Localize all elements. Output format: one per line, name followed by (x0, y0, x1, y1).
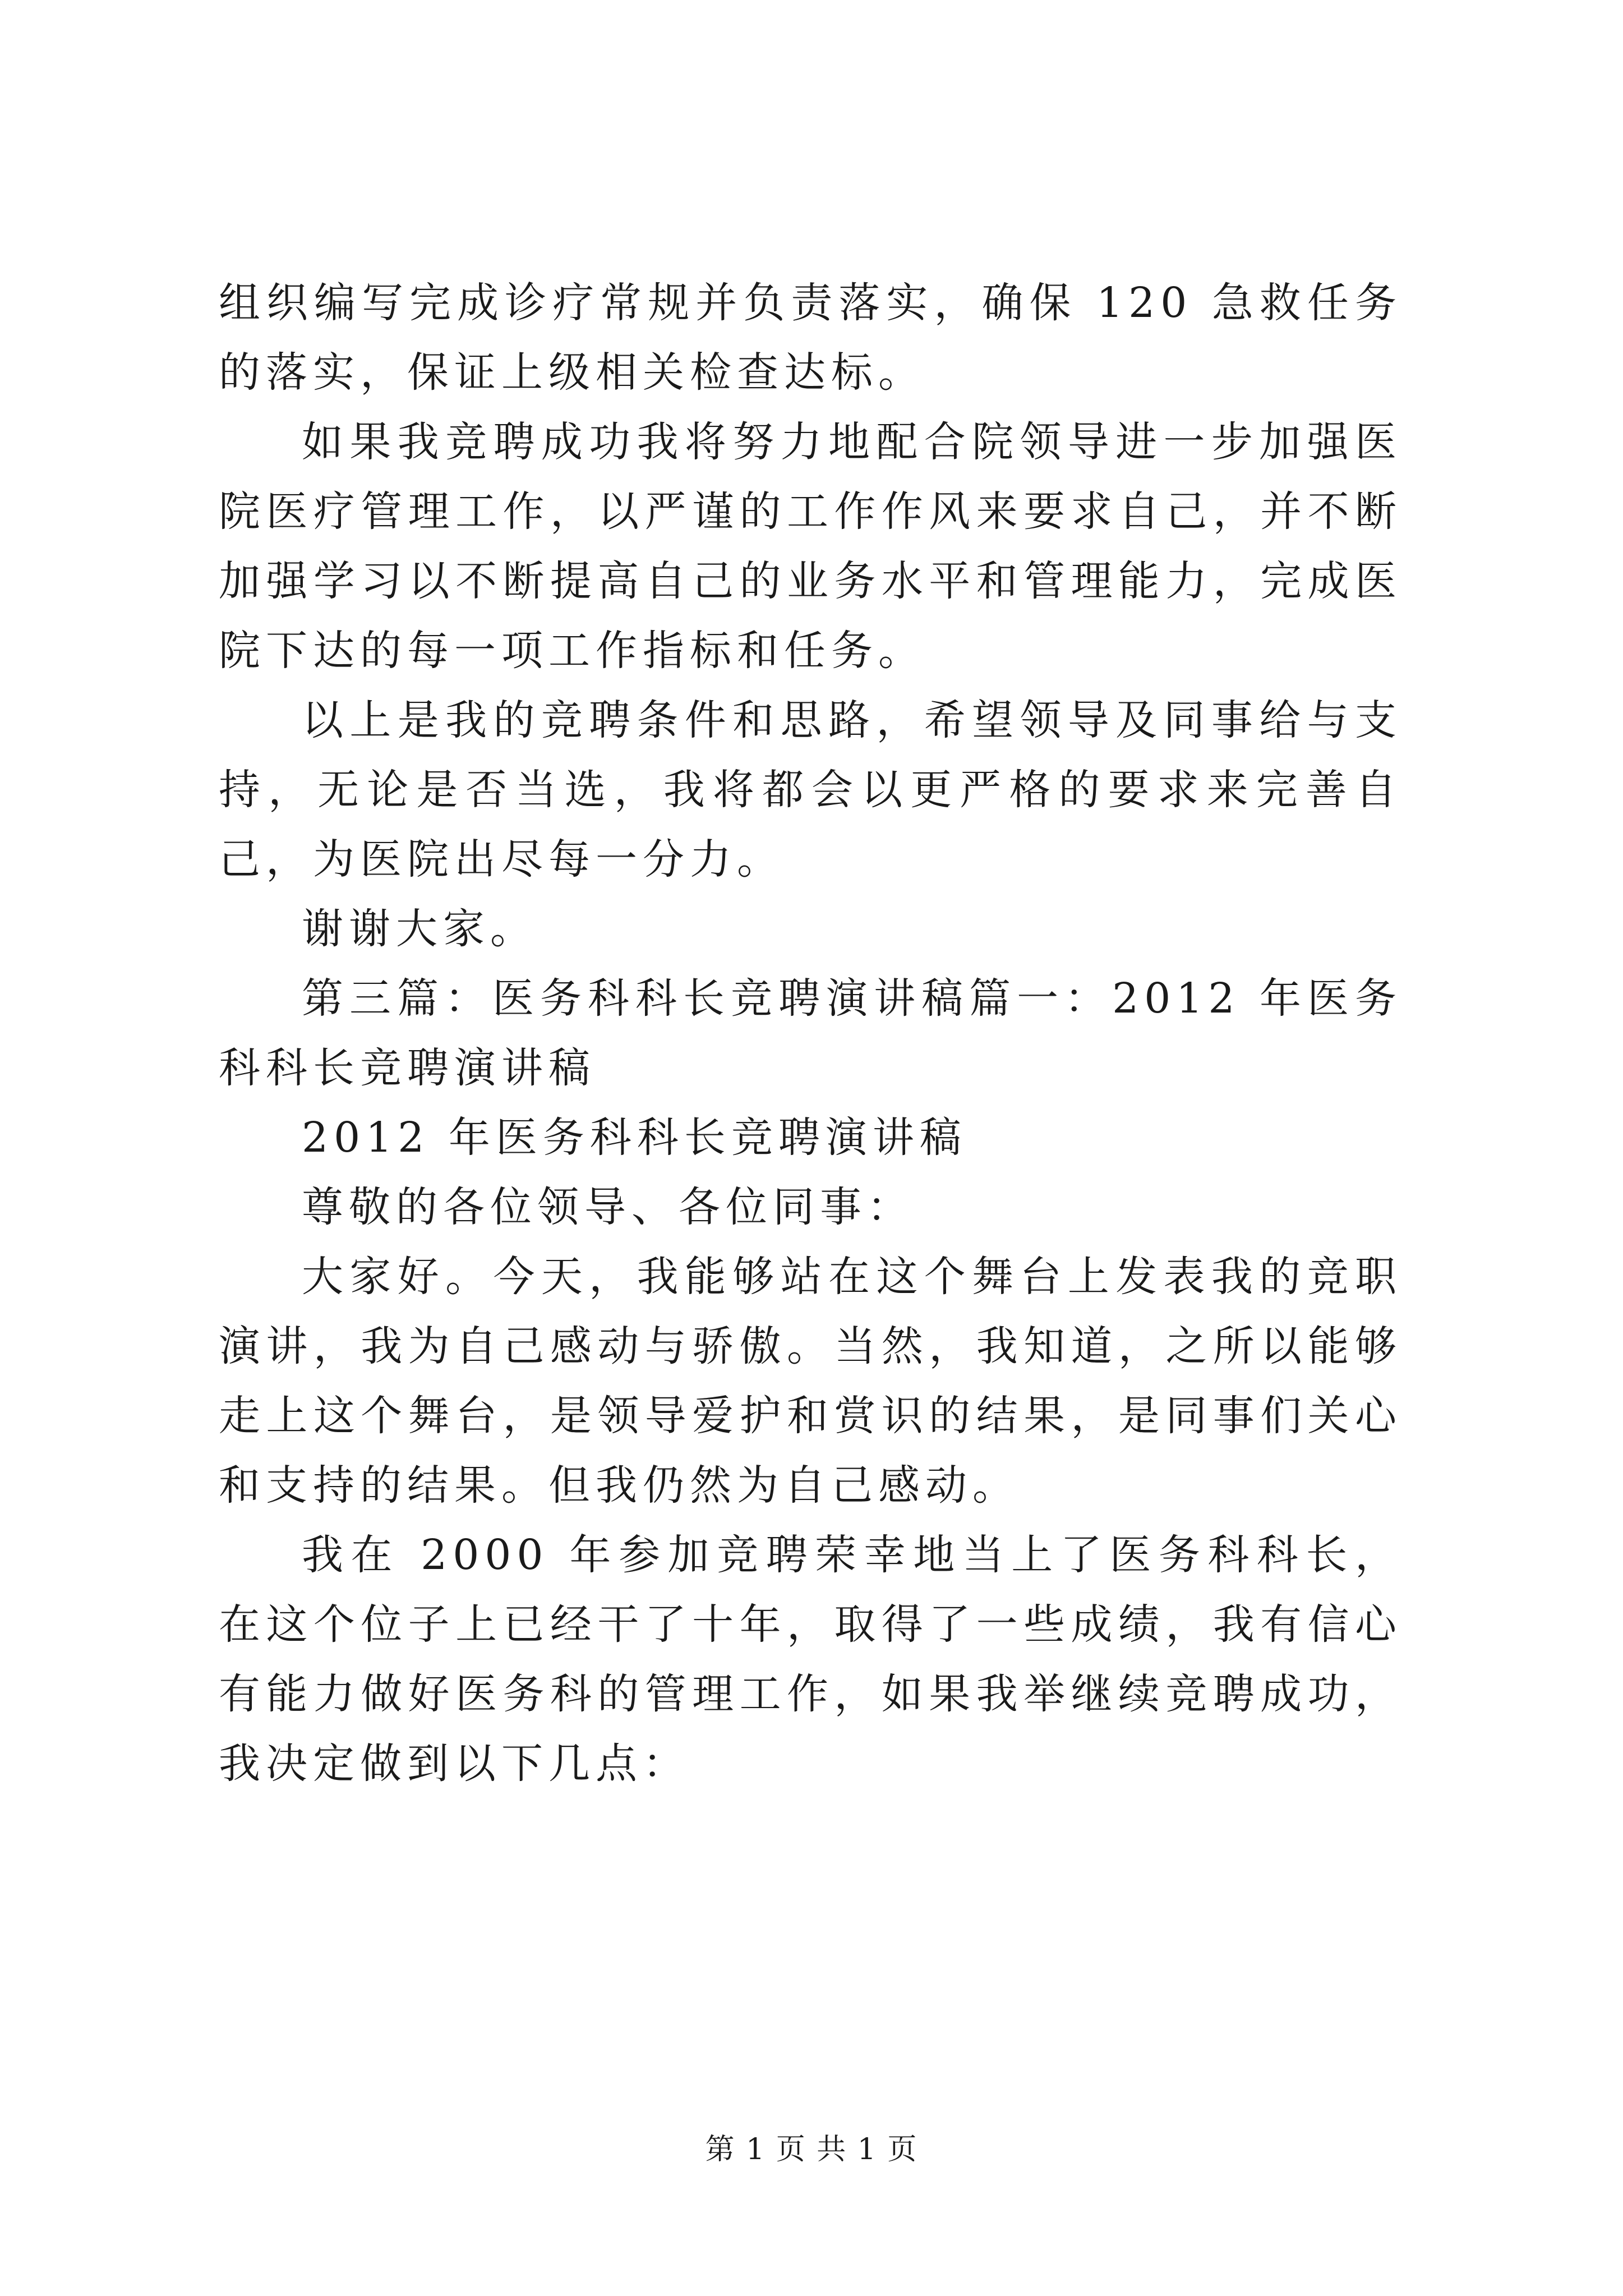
paragraph: 大家好。今天，我能够站在这个舞台上发表我的竞职演讲，我为自己感动与骄傲。当然，我知道，之所以能够走上这个舞台，是领导爱护和赏识的结果，是同事们关心和支持的结果。但我仍然为自己感动。 (219, 1253, 1402, 1510)
paragraph: 我在 2000 年参加竞聘荣幸地当上了医务科科长，在这个位子上已经干了十年，取得了一些成绩，我有信心有能力做好医务科的管理工作，如果我举继续竞聘成功，我决定做到以下几点： (219, 1531, 1402, 1788)
paragraph-continuation: 组织编写完成诊疗常规并负责落实，确保 120 急救任务的落实，保证上级相关检查达标。 (219, 279, 1402, 397)
page-number-footer: 第 1 页 共 1 页 (705, 2133, 918, 2166)
document-body (219, 268, 1402, 1798)
document-title: 2012 年医务科科长竞聘演讲稿 (302, 1114, 967, 1162)
salutation: 尊敬的各位领导、各位同事： (302, 1183, 914, 1231)
paragraph: 谢谢大家。 (302, 905, 537, 953)
paragraph: 如果我竞聘成功我将努力地配合院领导进一步加强医院医疗管理工作，以严谨的工作作风来要求自己，并不断加强学习以不断提高自己的业务水平和管理能力，完成医院下达的每一项工作指标和任务。 (219, 418, 1402, 675)
section-heading: 第三篇：医务科科长竞聘演讲稿篇一：2012 年医务科科长竞聘演讲稿 (219, 974, 1402, 1092)
paragraph: 以上是我的竞聘条件和思路，希望领导及同事给与支持，无论是否当选，我将都会以更严格的要求来完善自己，为医院出尽每一分力。 (219, 696, 1402, 884)
